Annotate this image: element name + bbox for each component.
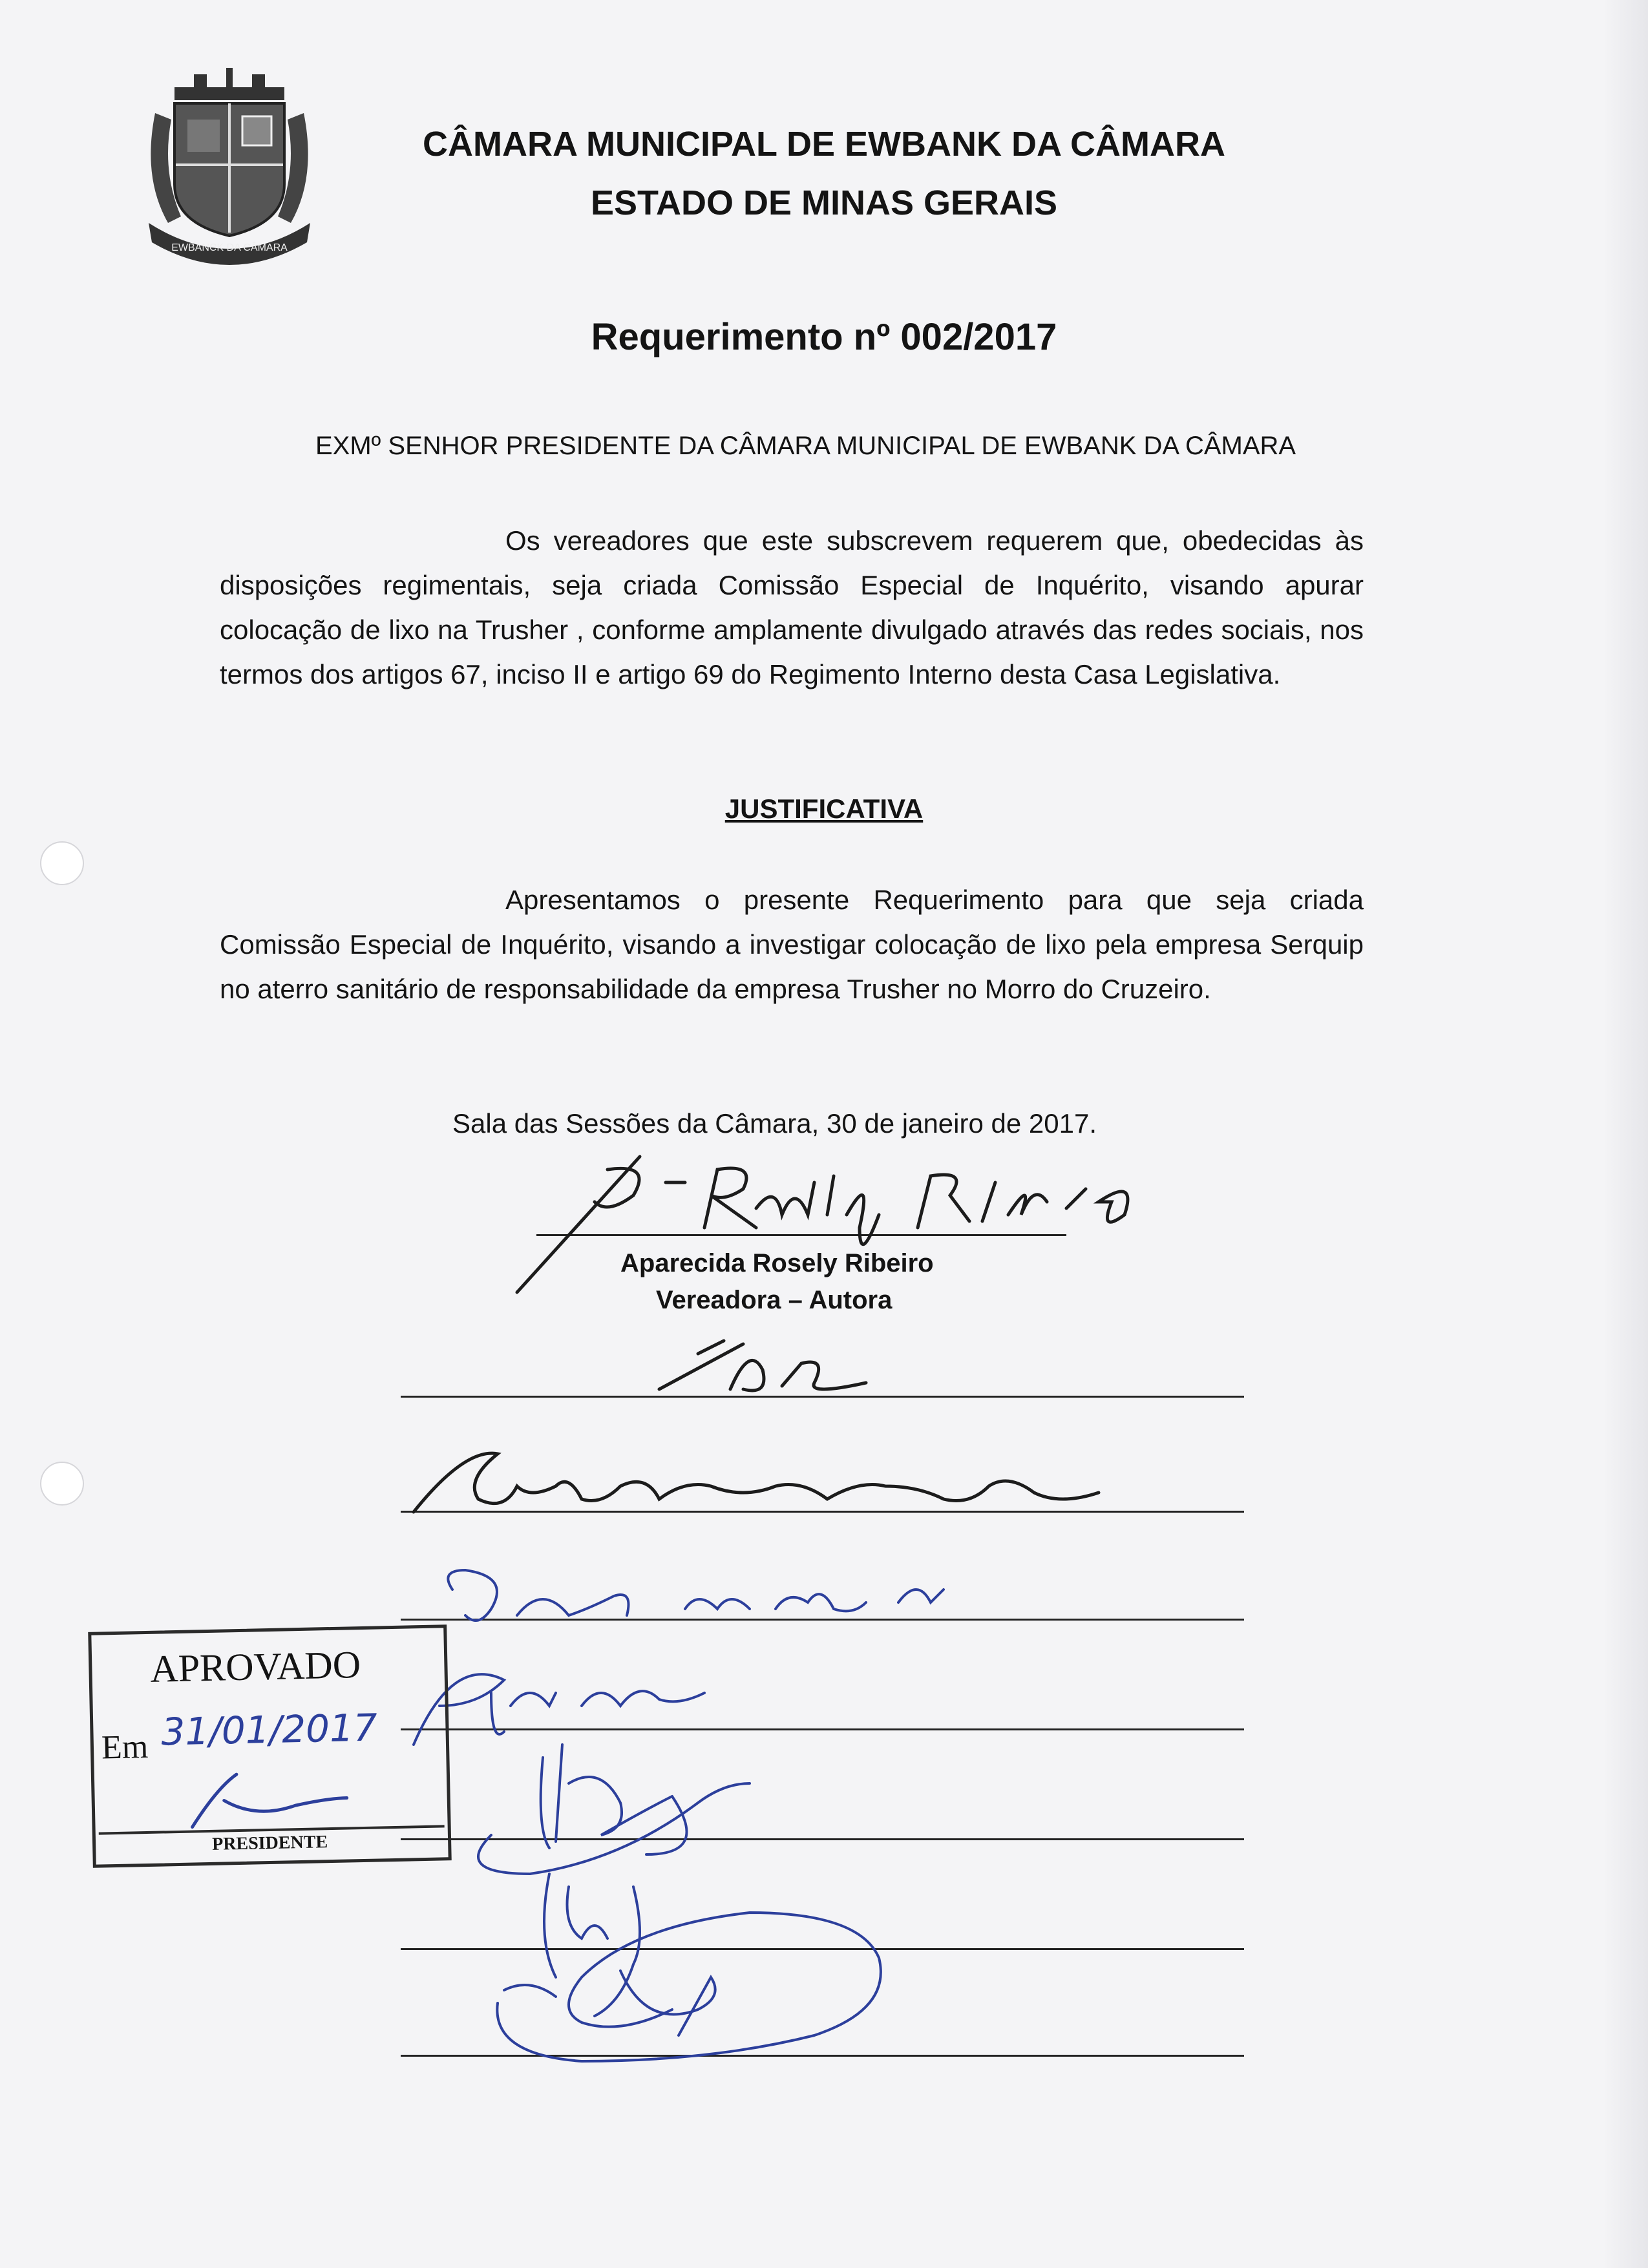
signature-line-7 xyxy=(401,2055,1244,2057)
stamp-prefix: Em xyxy=(101,1728,149,1767)
crest-motto: EWBANCK DA CÂMARA xyxy=(171,242,288,253)
signature-3 xyxy=(448,1570,944,1621)
municipal-crest-icon xyxy=(129,61,330,275)
header-institution: CÂMARA MUNICIPAL DE EWBANK DA CÂMARA xyxy=(423,125,1225,163)
signature-line-5 xyxy=(401,1838,1244,1840)
signature-7 xyxy=(497,1913,881,2061)
addressee: EXMº SENHOR PRESIDENTE DA CÂMARA MUNICIPAL DE EWBANK DA CÂMARA xyxy=(315,432,1296,460)
author-signature-line xyxy=(536,1234,1066,1236)
signature-line-3 xyxy=(401,1619,1244,1621)
author-name: Aparecida Rosely Ribeiro xyxy=(620,1249,934,1277)
signature-2 xyxy=(414,1453,1099,1512)
stamp-date: 31/01/2017 xyxy=(160,1705,378,1754)
signature-5 xyxy=(478,1745,750,1874)
body-paragraph: Os vereadores que este subscrevem requerem que, obedecidas às disposições regimentais, seja criada Comissão Especial de Inquérito, visando apurar colocação de lixo na Trusher , conforme amplamente divulgado através das redes sociais, nos termos dos artigos 67, inciso II e artigo 69 do Regimento Interno desta Casa Legislativa. xyxy=(220,525,1364,689)
author-role: Vereadora – Autora xyxy=(656,1286,893,1314)
signature-6 xyxy=(544,1874,640,2016)
closing-place-date: Sala das Sessões da Câmara, 30 de janeiro de 2017. xyxy=(452,1108,1097,1139)
signature-4 xyxy=(414,1674,704,1745)
punch-hole-top xyxy=(40,841,84,885)
request-title: Requerimento nº 002/2017 xyxy=(591,316,1057,358)
signature-line-2 xyxy=(401,1511,1244,1513)
approval-stamp xyxy=(88,1624,452,1868)
stamp-title: APROVADO xyxy=(149,1643,361,1690)
header-state: ESTADO DE MINAS GERAIS xyxy=(590,184,1058,222)
stamp-footer: PRESIDENTE xyxy=(211,1832,328,1854)
signature-line-6 xyxy=(401,1948,1244,1950)
signature-line-1 xyxy=(401,1396,1244,1398)
signature-line-4 xyxy=(401,1728,1244,1730)
justification-paragraph: Apresentamos o presente Requerimento para que seja criada Comissão Especial de Inquérito, visando a investigar colocação de lixo pela empresa Serquip no aterro sanitário de responsabilidade da empresa Trusher no Morro do Cruzeiro. xyxy=(220,885,1364,1004)
justification-heading: JUSTIFICATIVA xyxy=(724,793,924,824)
stamp-signature xyxy=(178,1759,374,1834)
signature-1 xyxy=(659,1341,866,1391)
punch-hole-bottom xyxy=(40,1462,84,1506)
